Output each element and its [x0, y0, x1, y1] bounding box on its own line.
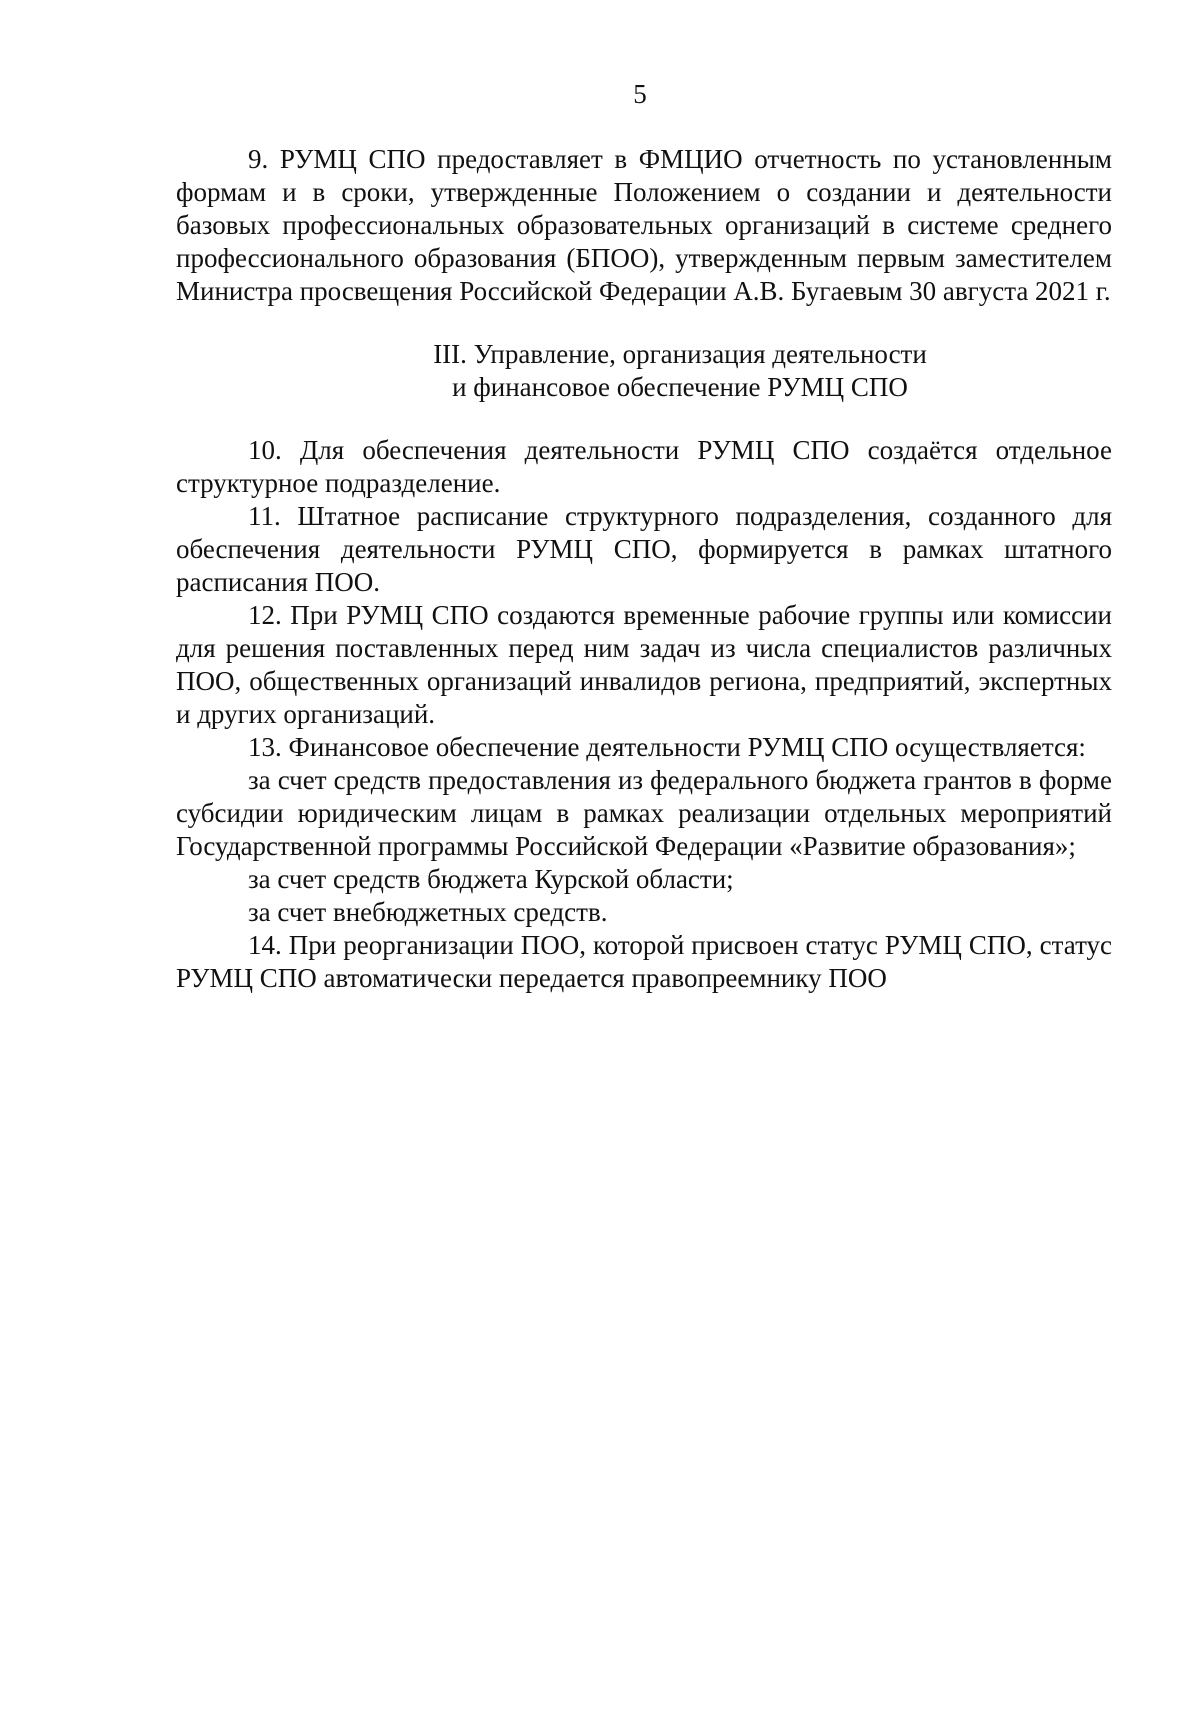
document-body	[176, 143, 1112, 995]
paragraph-13: 13. Финансовое обеспечение деятельности РУМЦ СПО осуществляется:	[248, 732, 1086, 762]
paragraph-14: 14. При реорганизации ПОО, которой присвоен статус РУМЦ СПО, статус РУМЦ СПО автоматически передается правопреемнику ПОО	[176, 930, 1112, 993]
section-heading-line-2: и финансовое обеспечение РУМЦ СПО	[452, 372, 908, 402]
funding-item-regional: за счет средств бюджета Курской области;	[248, 864, 734, 894]
funding-item-extrabudgetary: за счет внебюджетных средств.	[248, 897, 608, 927]
paragraph-12: 12. При РУМЦ СПО создаются временные рабочие группы или комиссии для решения поставленных перед ним задач из числа специалистов различных ПОО, общественных организаций инвалидов региона, предприятий, экспертных и других организаций.	[176, 600, 1112, 729]
page-number: 5	[633, 79, 647, 109]
section-heading	[176, 338, 1112, 404]
paragraph-9: 9. РУМЦ СПО предоставляет в ФМЦИО отчетность по установленным формам и в сроки, утвержденные Положением о создании и деятельности базовых профессиональных образовательных организаций в системе среднего профессионального образования (БПОО), утвержденным первым заместителем Министра просвещения Российской Федерации А.В. Бугаевым 30 августа 2021 г.	[176, 144, 1112, 306]
section-heading-line-1: III. Управление, организация деятельности	[433, 339, 927, 369]
paragraph-11: 11. Штатное расписание структурного подразделения, созданного для обеспечения деятельности РУМЦ СПО, формируется в рамках штатного расписания ПОО.	[176, 501, 1112, 597]
funding-item-federal: за счет средств предоставления из федерального бюджета грантов в форме субсидии юридическим лицам в рамках реализации отдельных мероприятий Государственной программы Российской Федерации «Развитие образования»;	[176, 765, 1112, 861]
paragraph-10: 10. Для обеспечения деятельности РУМЦ СПО создаётся отдельное структурное подразделение.	[176, 435, 1112, 498]
